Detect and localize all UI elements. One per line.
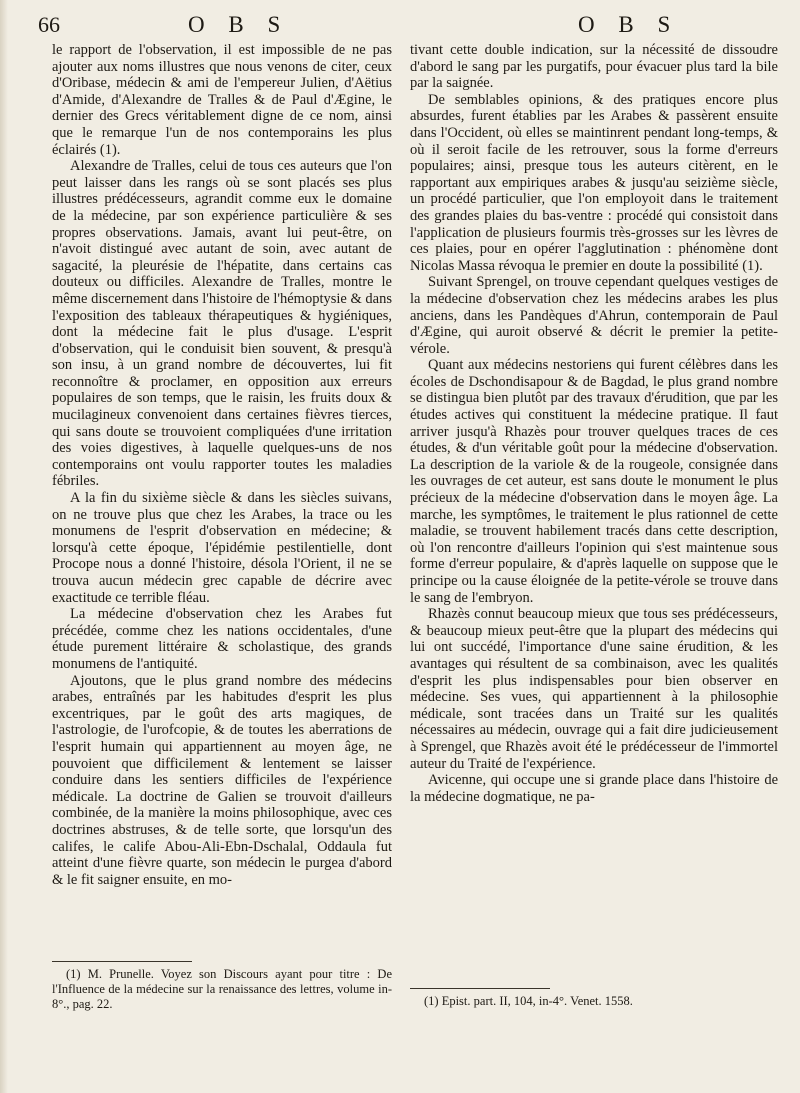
paragraph: A la fin du sixième siècle & dans les siècles suivans, on ne trouve plus que chez les Arabes, la trace ou les monumens de l'esprit d'observation en médecine; & lorsqu'à cette époque, l'épidémie pestilentielle, dont Procope nous a donné l'histoire, désola l'Orient, il ne se trouva aucun médecin grec capable de décrire avec exactitude ce terrible fléau. <box>52 490 392 606</box>
paragraph: La médecine d'observation chez les Arabes fut précédée, comme chez les nations occidentales, d'une étude purement littéraire & scholastique, des grands monumens de l'antiquité. <box>52 606 392 672</box>
paragraph: Avicenne, qui occupe une si grande place dans l'histoire de la médecine dogmatique, ne pa- <box>410 772 778 805</box>
page-edge-shadow <box>0 0 8 1093</box>
paragraph: le rapport de l'observation, il est impossible de ne pas ajouter aux noms illustres que nous venons de citer, ceux d'Oribase, médecin & ami de l'empereur Julien, d'Aëtius d'Amide, d'Alexandre de Tralles & de Paul d'Ægine, le dernier des Grecs véritablement digne de ce nom, ainsi que le remarque l'un de nos contemporains les plus éclairés (1). <box>52 42 392 158</box>
footnote-text: (1) M. Prunelle. Voyez son Discours ayant pour titre : De l'Influence de la médecine sur la renaissance des lettres, volume in-8°., pag. 22. <box>52 967 392 1011</box>
paragraph: Quant aux médecins nestoriens qui furent célèbres dans les écoles de Dschondisapour & de Bagdad, le plus grand nombre se distingua bien plutôt par des travaux d'érudition, que par les études actives qui constituent la médecine pratique. Il faut arriver jusqu'à Rhazès pour trouver quelques traces de ces études, & d'un véritable goût pour la médecine d'observation. La description de la variole & de la rougeole, consignée dans les ouvrages de cet auteur, est sans doute le monument le plus précieux de la médecine d'observation dans le moyen âge. La marche, les symptômes, le traitement le plus rationnel de cette maladie, se trouvent habilement tracés dans cette description, où l'on rencontre d'ailleurs l'opinion qui s'est maintenue sous forme d'erreur populaire, & d'après laquelle on suppose que le principe ou la cause éloignée de la petite-vérole se trouve dans le sang de l'embryon. <box>410 357 778 606</box>
right-column <box>410 42 778 805</box>
page-number: 66 <box>38 12 60 37</box>
paragraph: De semblables opinions, & des pratiques encore plus absurdes, furent établies par les Arabes & passèrent ensuite dans l'Occident, où elles se maintinrent pendant long-temps, & où il seroit facile de les retrouver, sous la forme d'erreurs populaires; ainsi, presque tous les auteurs citèrent, en le rapportant aux empiriques arabes & jusqu'au seizième siècle, un procédé particulier, que l'on employoit dans le traitement des grandes plaies du bas-ventre : procédé qui consistoit dans l'application de plusieurs fourmis très-grosses sur les lèvres de ces plaies, pour en opérer l'agglutination : phénomène dont Nicolas Massa révoqua le premier en doute la possibilité (1). <box>410 91 778 274</box>
footnote-text: (1) Epist. part. II, 104, in-4°. Venet. 1558. <box>424 994 633 1008</box>
paragraph: Rhazès connut beaucoup mieux que tous ses prédécesseurs, & beaucoup mieux peut-être que la plupart des médecins qui lui ont succédé, l'importance d'une saine érudition, & les avantages qui résultent de sa combinaison, avec les qualités d'esprit les plus indispensables pour bien observer en médecine. Ses vues, qui appartiennent à la philosophie médicale, sont tracées dans un Traité sur les qualités nécessaires au médecin, ouvrage qui a fait dire judicieusement à Sprengel, que Rhazès avoit été le prédécesseur de l'immortel auteur du Traité de l'expérience. <box>410 606 778 772</box>
paragraph: tivant cette double indication, sur la nécessité de dissoudre d'abord le sang par les purgatifs, pour évacuer plus tard la bile par la saignée. <box>410 42 778 92</box>
page-header <box>38 12 778 42</box>
left-column <box>52 42 392 888</box>
footnote-divider-right <box>410 988 550 989</box>
running-title-left: O B S <box>188 12 290 37</box>
footnote-divider-left <box>52 961 192 962</box>
running-title-right: O B S <box>578 12 680 37</box>
footnote-right <box>410 994 778 1009</box>
paragraph: Ajoutons, que le plus grand nombre des médecins arabes, entraînés par les habitudes d'esprit les plus excentriques, par le goût des arts magiques, de l'astrologie, de l'urofcopie, & de toutes les aberrations de l'esprit humain qui appartiennent au moyen âge, ne pouvoient que difficilement & lentement se laisser conduire dans les sentiers difficiles de l'expérience médicale. La doctrine de Galien se trouvoit d'ailleurs combinée, de la manière la moins philosophique, avec ces doctrines abstruses, & de telle sorte, que lorsqu'un des califes, le calife Abou-Ali-Ebn-Dschalal, Oddaula fut atteint d'une fièvre quarte, son médecin le purgea d'abord & le fit saigner ensuite, en mo- <box>52 672 392 888</box>
footnote-left <box>52 967 392 1012</box>
paragraph: Alexandre de Tralles, celui de tous ces auteurs que l'on peut laisser dans les rangs où se sont placés ses plus illustres prédécesseurs, agrandit comme eux le domaine de la médecine, par son expérience particulière & ses propres observations. Jamais, avant lui peut-être, on n'avoit distingué avec autant de soin, avec autant de sagacité, la pleurésie de l'hépatite, dans certains cas douteux ou difficiles. Alexandre de Tralles, montre le même discernement dans l'histoire de l'hémoptysie & dans l'exposition des tableaux thérapeutiques & hygiéniques, dont la médecine fait le plus d'usage. L'esprit d'observation, qui le conduisit bien souvent, & presqu'à son insu, à un grand nombre de découvertes, lui fit reconnoître & proclamer, en opposition aux erreurs populaires de son temps, que le raisin, les fruits doux & mucilagineux convenoient dans certaines fièvres tierces, qui sans doute se trouvoient compliquées d'une irritation des voies digestives, à laquelle quelques-uns de nos contemporains ont voulu rapporter toutes les maladies fébriles. <box>52 158 392 490</box>
paragraph: Suivant Sprengel, on trouve cependant quelques vestiges de la médecine d'observation chez les médecins arabes les plus anciens, dans les Pandèques d'Ahrun, contemporain de Paul d'Ægine, qui auroit observé & décrit le premier la petite-vérole. <box>410 274 778 357</box>
